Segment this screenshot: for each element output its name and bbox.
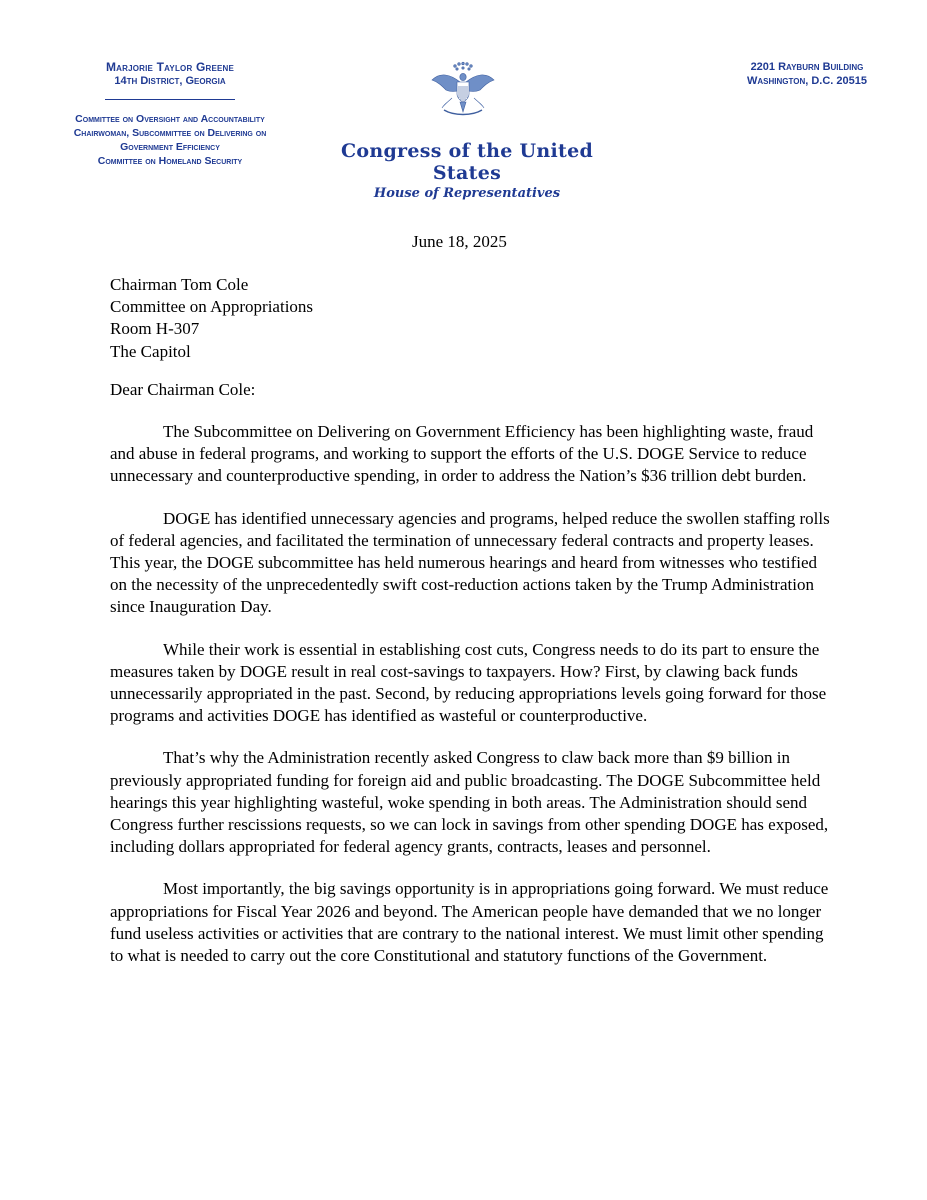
address-line: Washington, D.C. 20515	[747, 75, 867, 87]
letterhead-congress	[322, 140, 612, 201]
recipient-line: Room H-307	[110, 319, 200, 339]
house-title: House of Representatives	[373, 186, 561, 201]
committee-line: Government Efficiency	[120, 141, 220, 153]
body-paragraph: DOGE has identified unnecessary agencies and programs, helped reduce the swollen staffing rolls of federal agencies, and facilitated the termination of unnecessary federal contracts and property leases. This year, the DOGE subcommittee has held numerous hearings and heard from witnesses who testified on the necessity of the unprecedentedly swift cost-reduction actions taken by the Trump Administration since Inauguration Day.	[110, 508, 830, 617]
letterhead-address	[747, 60, 867, 88]
committee-line: Committee on Oversight and Accountability	[75, 113, 265, 125]
member-name: Marjorie Taylor Greene	[105, 60, 235, 74]
address-line: 2201 Rayburn Building	[750, 61, 864, 73]
body-paragraph: That’s why the Administration recently asked Congress to claw back more than $9 billion in previously appropriated funding for foreign aid and public broadcasting. The DOGE Subcommittee held hearings this year highlighting wasteful, woke spending in both areas. The Administration should send Congress further rescissions requests, so we can lock in savings from other spending DOGE has exposed, including dollars appropriated for federal agency grants, contracts, leases and personnel.	[110, 748, 829, 857]
member-district: 14th District, Georgia	[114, 75, 226, 87]
salutation: Dear Chairman Cole:	[110, 380, 256, 399]
body-paragraph: Most importantly, the big savings opportunity is in appropriations going forward. We must reduce appropriations for Fiscal Year 2026 and beyond. The American people have demanded that we no longer fund useless activities or activities that are contrary to the national interest. We must limit other spending to what is needed to carry out the core Constitutional and statutory functions of the Government.	[110, 879, 829, 966]
body-paragraph: The Subcommittee on Delivering on Government Efficiency has been highlighting waste, fraud and abuse in federal programs, and working to support the efforts of the U.S. DOGE Service to reduce unnecessary and counterproductive spending, in order to address the Nation’s $36 trillion debt burden.	[110, 422, 814, 486]
recipient-block	[110, 274, 313, 363]
letter-body	[110, 421, 830, 987]
congress-title: Congress of the United States	[340, 140, 594, 184]
recipient-line: Chairman Tom Cole	[110, 275, 249, 294]
committee-line: Chairwoman, Subcommittee on Delivering on	[73, 127, 267, 139]
letter-date: June 18, 2025	[412, 232, 507, 251]
great-seal-eagle-icon	[430, 60, 496, 120]
committee-line: Committee on Homeland Security	[97, 155, 243, 167]
letterhead-sender	[50, 60, 290, 168]
body-paragraph: While their work is essential in establishing cost cuts, Congress needs to do its part to ensure the measures taken by DOGE result in real cost-savings to taxpayers. How? First, by clawing back funds unnecessarily appropriated in the past. Second, by reducing appropriations levels going forward for those programs and activities DOGE has identified as wasteful or counterproductive.	[110, 639, 827, 726]
letterhead-divider	[105, 99, 235, 100]
recipient-line: The Capitol	[110, 341, 191, 361]
recipient-line: Committee on Appropriations	[110, 297, 314, 317]
